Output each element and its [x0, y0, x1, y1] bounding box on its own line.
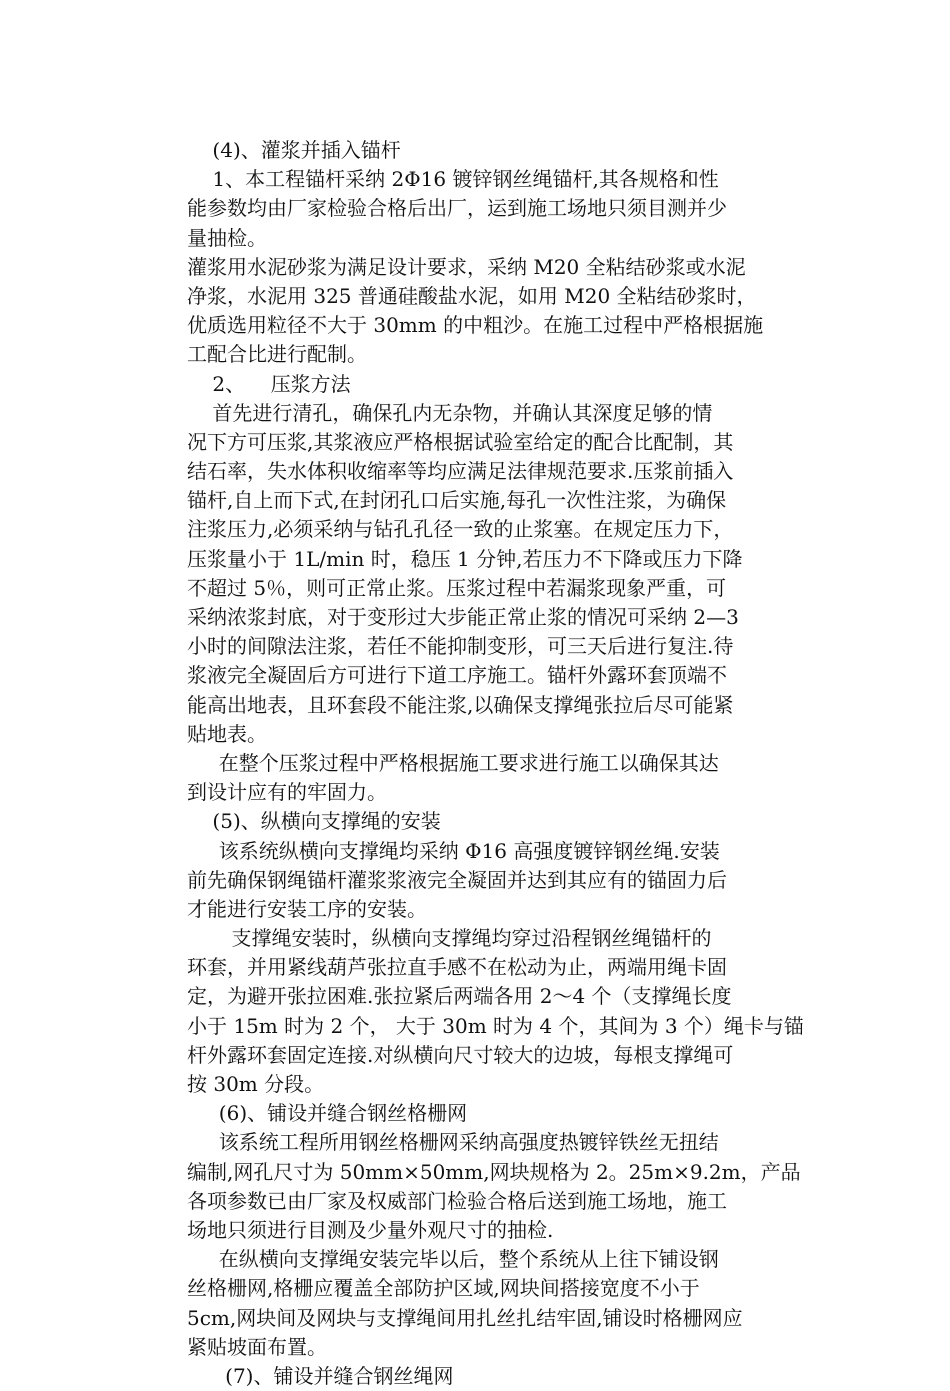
text-line: 首先进行清孔，确保孔内无杂物，并确认其深度足够的情 [187, 400, 713, 425]
section-heading-7: (7)、铺设并缝合钢丝绳网 [187, 1363, 454, 1388]
text-line: 结石率，失水体积收缩率等均应满足法律规范要求.压浆前插入 [187, 459, 734, 484]
text-line: 定，为避开张拉困难.张拉紧后两端各用 2～4 个（支撑绳长度 [187, 984, 732, 1009]
text-line: 环套，并用紧线葫芦张拉直手感不在松动为止，两端用绳卡固 [187, 955, 727, 980]
text-line: 到设计应有的牢固力。 [187, 780, 387, 805]
section-heading-6: (6)、铺设并缝合钢丝格栅网 [187, 1101, 468, 1126]
text-line: 1、本工程锚杆采纳 2Φ16 镀锌钢丝绳锚杆,其各规格和性 [187, 167, 719, 192]
text-line: 量抽检。 [187, 225, 267, 250]
text-line: 丝格栅网,格栅应覆盖全部防护区域,网块间搭接宽度不小于 [187, 1276, 700, 1301]
text-line: 才能进行安装工序的安装。 [187, 896, 427, 921]
text-line: 能参数均由厂家检验合格后出厂，运到施工场地只须目测并少 [187, 196, 727, 221]
subsection-heading-pressure-grouting: 2、 压浆方法 [187, 371, 351, 396]
text-line: 该系统纵横向支撑绳均采纳 Φ16 高强度镀锌钢丝绳.安装 [187, 838, 720, 863]
text-line: 能高出地表，且环套段不能注浆,以确保支撑绳张拉后尽可能紧 [187, 692, 734, 717]
text-line: 紧贴坡面布置。 [187, 1334, 327, 1359]
text-line: 编制,网孔尺寸为 50mm×50mm,网块规格为 2。25m×9.2m，产品 [187, 1159, 801, 1184]
document-body [187, 136, 807, 1391]
section-heading-5: (5)、纵横向支撑绳的安装 [187, 809, 441, 834]
section-heading-4: (4)、灌浆并插入锚杆 [187, 138, 401, 162]
text-line: 场地只须进行目测及少量外观尺寸的抽检. [187, 1217, 554, 1242]
text-line: 前先确保钢绳锚杆灌浆浆液完全凝固并达到其应有的锚固力后 [187, 867, 727, 892]
text-line: 在整个压浆过程中严格根据施工要求进行施工以确保其达 [187, 750, 719, 775]
text-line: 净浆，水泥用 325 普通硅酸盐水泥，如用 M20 全粘结砂浆时， [187, 283, 757, 308]
text-line: 灌浆用水泥砂浆为满足设计要求，采纳 M20 全粘结砂浆或水泥 [187, 254, 746, 279]
text-line: 5cm,网块间及网块与支撑绳间用扎丝扎结牢固,铺设时格栅网应 [187, 1305, 743, 1330]
text-line: 支撑绳安装时，纵横向支撑绳均穿过沿程钢丝绳锚杆的 [187, 926, 712, 951]
text-line: 按 30m 分段。 [187, 1072, 325, 1096]
text-line: 杆外露环套固定连接.对纵横向尺寸较大的边坡，每根支撑绳可 [187, 1042, 734, 1067]
text-line: 况下方可压浆,其浆液应严格根据试验室给定的配合比配制，其 [187, 429, 734, 454]
text-line: 贴地表。 [187, 721, 267, 746]
text-line: 不超过 5％，则可正常止浆。压浆过程中若漏浆现象严重，可 [187, 575, 727, 600]
text-line: 小时的间隙法注浆，若任不能抑制变形，可三天后进行复注.待 [187, 634, 734, 659]
text-line: 各项参数已由厂家及权威部门检验合格后送到施工场地，施工 [187, 1188, 727, 1213]
text-line: 在纵横向支撑绳安装完毕以后，整个系统从上往下铺设钢 [187, 1247, 719, 1272]
text-line: 小于 15m 时为 2 个， 大于 30m 时为 4 个，其间为 3 个）绳卡与锚 [187, 1013, 804, 1038]
text-line: 压浆量小于 1L/min 时，稳压 1 分钟,若压力不下降或压力下降 [187, 546, 743, 571]
text-line: 该系统工程所用钢丝格栅网采纳高强度热镀锌铁丝无扭结 [187, 1130, 719, 1155]
text-line: 优质选用粒径不大于 30mm 的中粗沙。在施工过程中严格根据施 [187, 313, 764, 338]
text-line: 注浆压力,必须采纳与钻孔孔径一致的止浆塞。在规定压力下， [187, 517, 734, 542]
text-line: 锚杆,自上而下式,在封闭孔口后实施,每孔一次性注浆，为确保 [187, 488, 727, 513]
text-line: 浆液完全凝固后方可进行下道工序施工。锚杆外露环套顶端不 [187, 663, 727, 688]
text-line: 工配合比进行配制。 [187, 342, 367, 367]
text-line: 采纳浓浆封底，对于变形过大步能正常止浆的情况可采纳 2—3 [187, 605, 739, 629]
